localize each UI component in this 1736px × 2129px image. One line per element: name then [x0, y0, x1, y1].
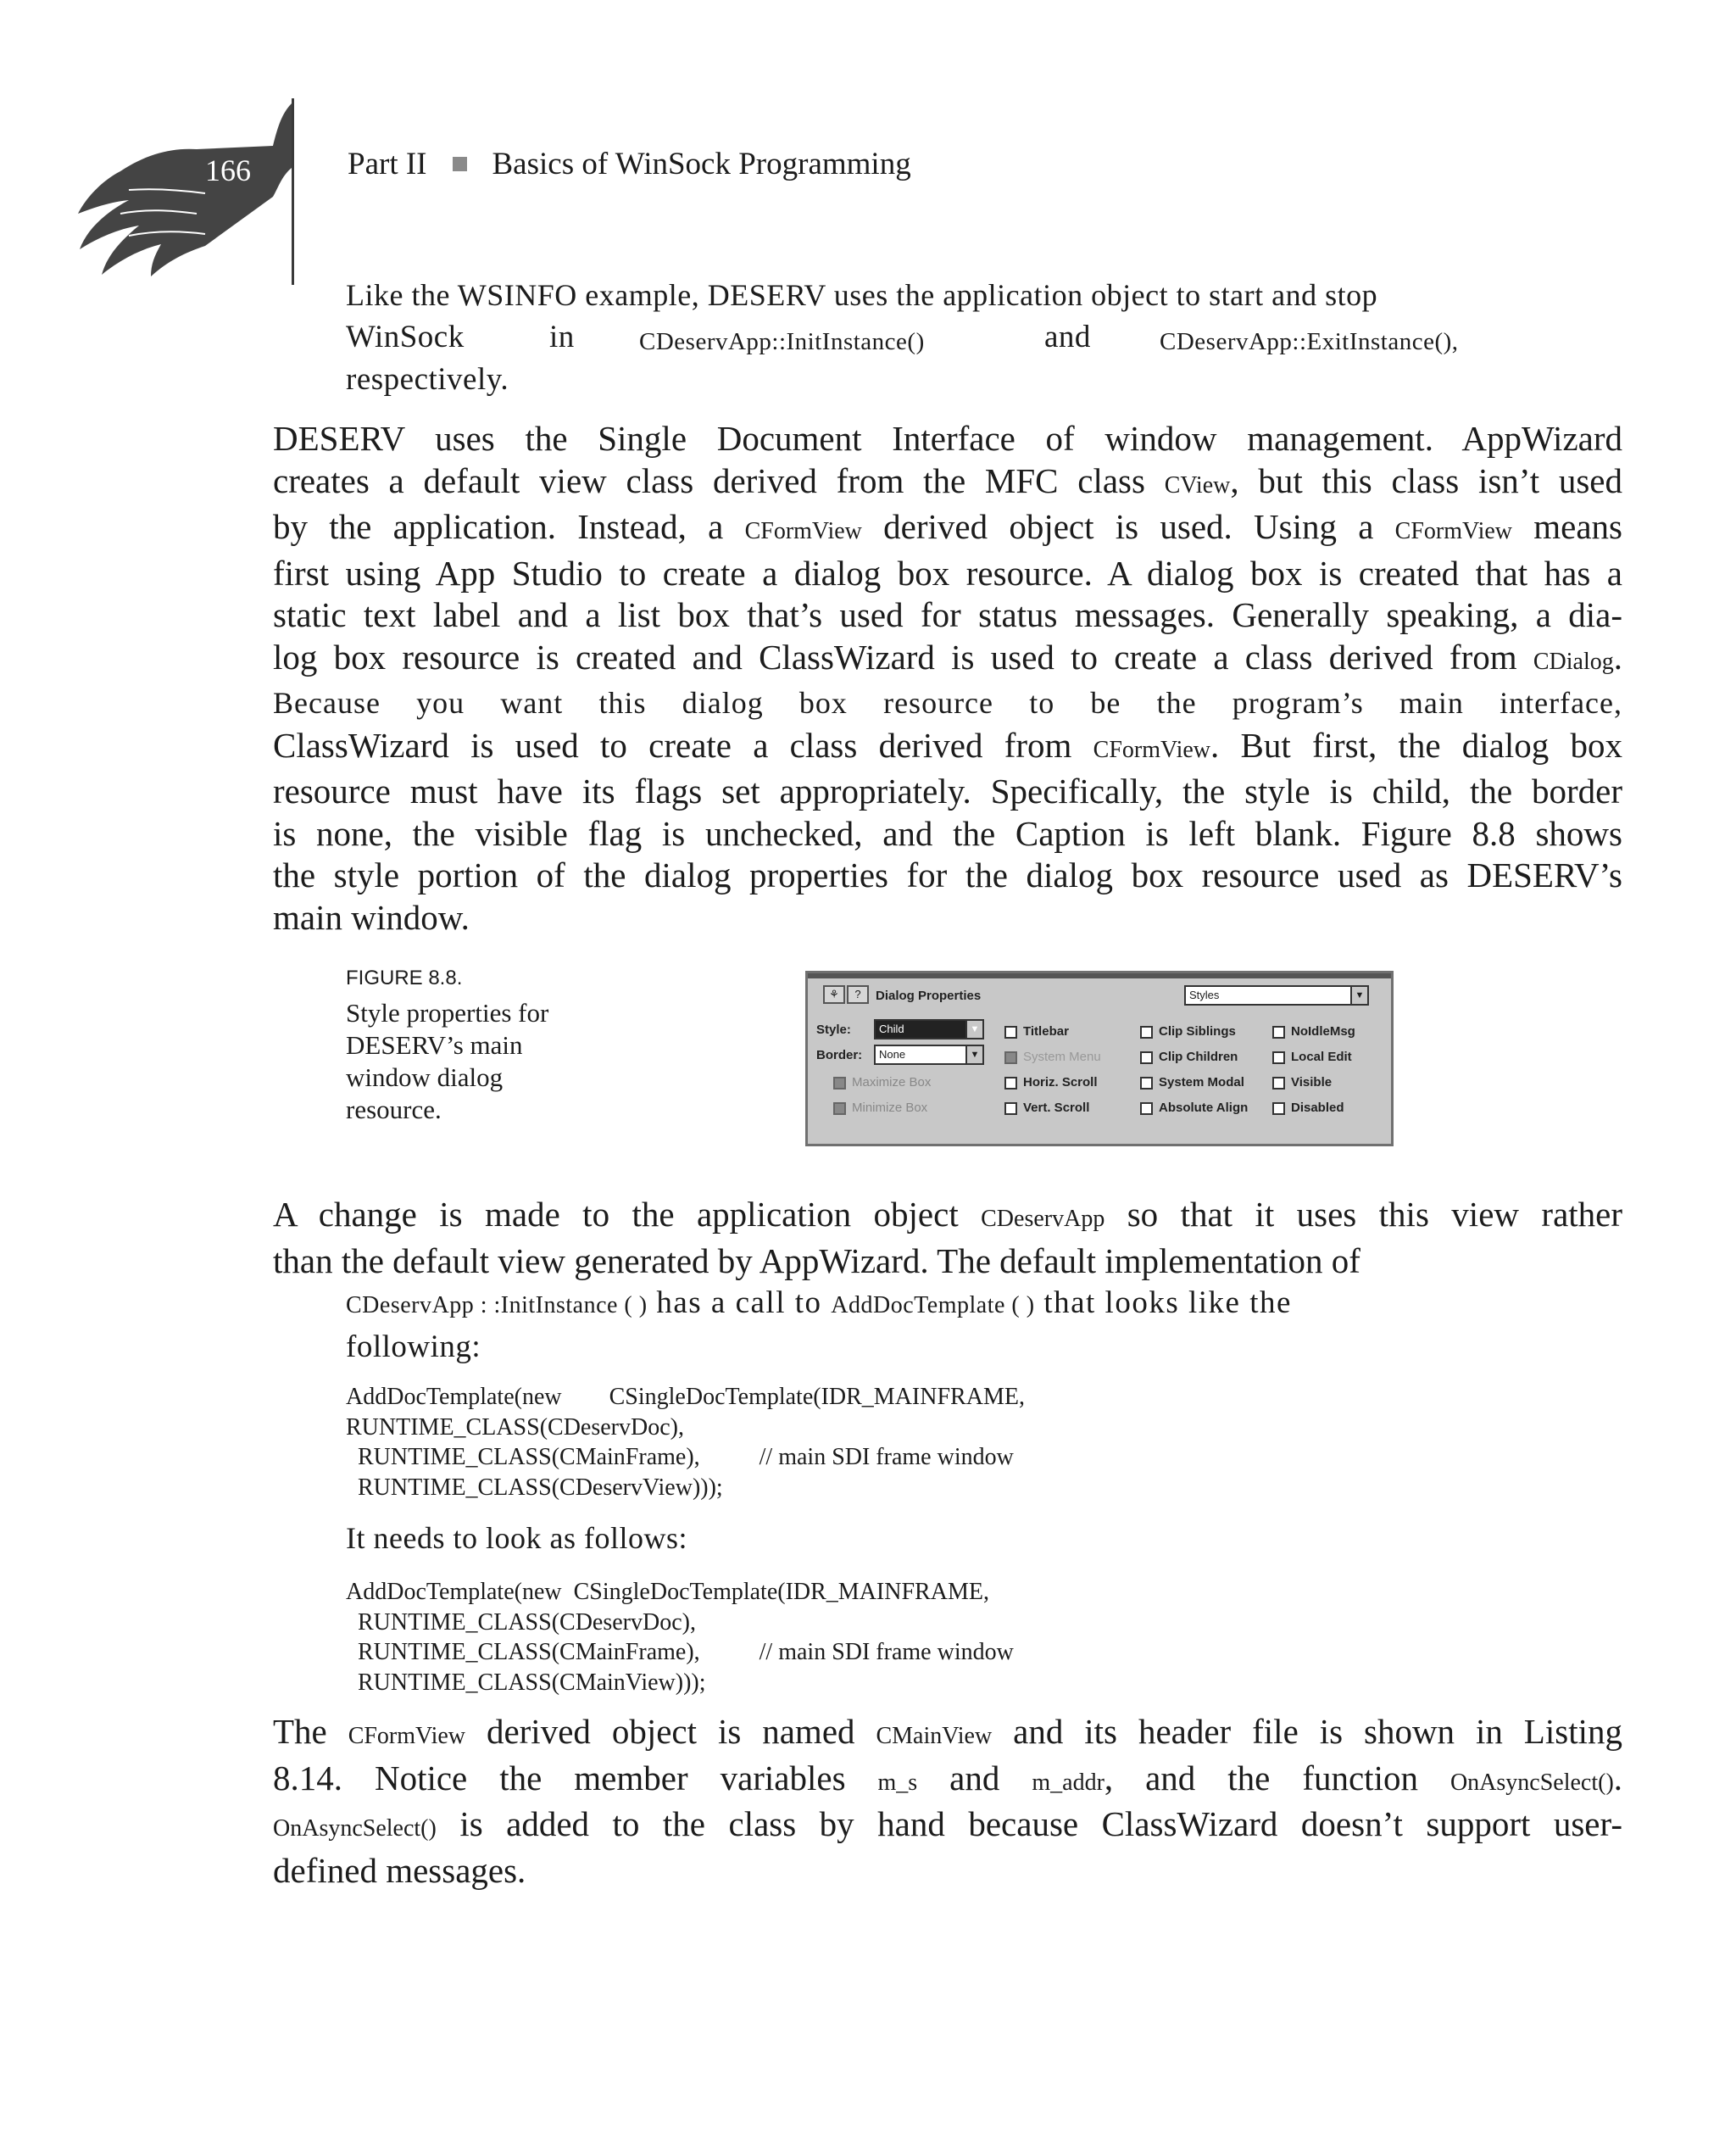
intro-text: in [549, 320, 575, 354]
tab-selector-combo[interactable]: Styles ▼ [1184, 985, 1369, 1006]
transition-text: It needs to look as follows: [346, 1521, 687, 1555]
text-line: main window. [273, 897, 470, 937]
intro-line-2 [346, 316, 1533, 359]
code-line: RUNTIME_CLASS(CMainView))); [346, 1669, 706, 1696]
running-head [348, 146, 911, 182]
pushpin-icon[interactable]: ⚘ [823, 985, 845, 1004]
text-line: by the application. Instead, a CFormView derived object is used. Using a CFormView means [273, 507, 1622, 546]
code-term: CMainView [876, 1723, 993, 1749]
noidlemsg-checkbox[interactable] [1272, 1026, 1285, 1039]
code-term: m_s [877, 1769, 918, 1796]
code-term: CDeservApp::ExitInstance(), [1160, 328, 1459, 355]
code-term: CFormView [1394, 518, 1512, 544]
absolute-align-checkbox[interactable] [1140, 1102, 1153, 1115]
text-line: is none, the visible flag is unchecked, and the Caption is left blank. Figure 8.8 shows [273, 813, 1622, 853]
checkbox-label: Visible [1291, 1075, 1333, 1090]
text-line: 8.14. Notice the member variables m_s and m_addr, and the function OnAsyncSelect(). [273, 1758, 1623, 1797]
checkbox-label: NoIdleMsg [1291, 1024, 1355, 1039]
checkbox-label: Vert. Scroll [1023, 1101, 1090, 1115]
checkbox-label: System Modal [1159, 1075, 1244, 1090]
body-paragraph-3 [273, 1711, 1622, 1892]
disabled-checkbox[interactable] [1272, 1102, 1285, 1115]
border-label: Border: [816, 1048, 863, 1062]
clip-children-checkbox[interactable] [1140, 1051, 1153, 1064]
text-line: the style portion of the dialog properties for the dialog box resource used as DESERV’s [273, 856, 1622, 895]
code-term: m_addr [1032, 1769, 1104, 1796]
code-term: CFormView [744, 518, 862, 544]
system-menu-checkbox[interactable] [1004, 1051, 1017, 1064]
checkbox-label: Absolute Align [1159, 1101, 1249, 1115]
checkbox-label: Clip Siblings [1159, 1024, 1236, 1039]
figure-label: FIGURE 8.8. [346, 967, 463, 989]
chapter-title: Basics of WinSock Programming [492, 147, 911, 181]
code-line: RUNTIME_CLASS(CDeservDoc), [346, 1608, 696, 1636]
dialog-title: Dialog Properties [876, 989, 982, 1003]
code-term: OnAsyncSelect() [1449, 1769, 1614, 1796]
code-line: RUNTIME_CLASS(CDeservView))); [346, 1474, 723, 1501]
code-term: CFormView [348, 1723, 466, 1749]
checkbox-label: Titlebar [1023, 1024, 1069, 1039]
checkbox-label: System Menu [1023, 1050, 1101, 1064]
code-term: AddDocTemplate ( ) [831, 1292, 1035, 1318]
clip-siblings-checkbox[interactable] [1140, 1026, 1153, 1039]
checkbox-label: Clip Children [1159, 1050, 1238, 1064]
minimize-box-checkbox[interactable] [833, 1102, 846, 1115]
text-line: defined messages. [273, 1850, 526, 1890]
minimize-box-label: Minimize Box [852, 1101, 928, 1115]
code-term: CFormView [1093, 736, 1210, 763]
code-term: CDialog [1533, 648, 1614, 675]
text-line: than the default view generated by AppWizard. The default implementation of [273, 1240, 1360, 1280]
code-block-1 [346, 1382, 1025, 1502]
feathered-arrow-icon [78, 95, 292, 276]
text-line: A change is made to the application object CDeservApp so that it uses this view rather [273, 1195, 1623, 1234]
dialog-titlebar [808, 973, 1391, 978]
visible-checkbox[interactable] [1272, 1077, 1285, 1090]
code-term: CDeservApp : :InitInstance ( ) [346, 1292, 648, 1318]
body-paragraph-1 [273, 418, 1622, 939]
text-line: DESERV uses the Single Document Interface of window management. AppWizard [273, 419, 1622, 458]
intro-text: WinSock [346, 320, 465, 354]
horiz-scroll-checkbox[interactable] [1004, 1077, 1017, 1090]
code-line: RUNTIME_CLASS(CMainFrame), // main SDI frame window [346, 1639, 1014, 1665]
system-modal-checkbox[interactable] [1140, 1077, 1153, 1090]
indented-paragraph [346, 1282, 1533, 1368]
vert-scroll-checkbox[interactable] [1004, 1102, 1017, 1115]
chevron-down-icon: ▼ [965, 1021, 982, 1038]
code-block-2 [346, 1577, 1014, 1697]
local-edit-checkbox[interactable] [1272, 1051, 1285, 1064]
code-term: CDeservApp [981, 1206, 1105, 1232]
figure-caption [346, 967, 600, 1126]
checkbox-label: Local Edit [1291, 1050, 1352, 1064]
part-label: Part II [348, 147, 427, 181]
chevron-down-icon: ▼ [965, 1046, 982, 1063]
border-combo[interactable]: None ▼ [874, 1045, 984, 1065]
text-line: first using App Studio to create a dialog box resource. A dialog box is created that has a [273, 553, 1622, 593]
intro-text: and [1044, 320, 1091, 354]
text-line: log box resource is created and ClassWizard is used to create a class derived from CDialog. [273, 637, 1622, 677]
intro-paragraph [346, 275, 1533, 400]
style-combo[interactable]: Child ▼ [874, 1019, 984, 1039]
figure-caption-text: Style properties for DESERV’s main window dialog resource. [346, 998, 549, 1124]
style-label: Style: [816, 1023, 851, 1037]
checkbox-label: Horiz. Scroll [1023, 1075, 1098, 1090]
text-line: CDeservApp : :InitInstance ( ) has a call to AddDocTemplate ( ) that looks like the [346, 1285, 1292, 1320]
text-line: OnAsyncSelect() is added to the class by hand because ClassWizard doesn’t support user- [273, 1804, 1622, 1843]
text-line: ClassWizard is used to create a class derived from CFormView. But first, the dialog box [273, 725, 1622, 765]
code-line: AddDocTemplate(new CSingleDocTemplate(IDR_MAINFRAME, [346, 1579, 989, 1605]
text-line: static text label and a list box that’s used for status messages. Generally speaking, a dia- [273, 595, 1622, 634]
header-divider [292, 98, 294, 285]
text-line: creates a default view class derived from the MFC class CView, but this class isn’t used [273, 460, 1622, 500]
code-term: CView [1164, 471, 1231, 499]
chevron-down-icon: ▼ [1350, 987, 1367, 1004]
code-term: OnAsyncSelect() [273, 1815, 437, 1842]
chapter-corner-graphic [70, 95, 315, 298]
page-number: 166 [205, 153, 251, 187]
body-paragraph-2 [273, 1194, 1622, 1282]
code-line: RUNTIME_CLASS(CDeservDoc), [346, 1413, 684, 1441]
titlebar-checkbox[interactable] [1004, 1026, 1017, 1039]
intro-line-1: Like the WSINFO example, DESERV uses the application object to start and stop [346, 278, 1378, 312]
square-bullet-icon [453, 157, 467, 171]
maximize-box-checkbox[interactable] [833, 1077, 846, 1090]
dialog-properties-figure [805, 971, 1394, 1146]
code-line: RUNTIME_CLASS(CMainFrame), // main SDI frame window [346, 1444, 1014, 1470]
maximize-box-label: Maximize Box [852, 1075, 932, 1090]
text-line: following: [346, 1329, 481, 1364]
checkbox-label: Disabled [1291, 1101, 1344, 1115]
text-line: Because you want this dialog box resource to be the program’s main interface, [273, 686, 1622, 720]
intro-line-3: respectively. [346, 362, 509, 397]
text-line: The CFormView derived object is named CMainView and its header file is shown in Listing [273, 1712, 1622, 1751]
help-icon[interactable]: ? [847, 985, 869, 1004]
text-line: resource must have its flags set appropriately. Specifically, the style is child, the border [273, 772, 1622, 811]
code-term: CDeservApp::InitInstance() [639, 328, 925, 355]
code-line: AddDocTemplate(new CSingleDocTemplate(IDR_MAINFRAME, [346, 1384, 1025, 1410]
